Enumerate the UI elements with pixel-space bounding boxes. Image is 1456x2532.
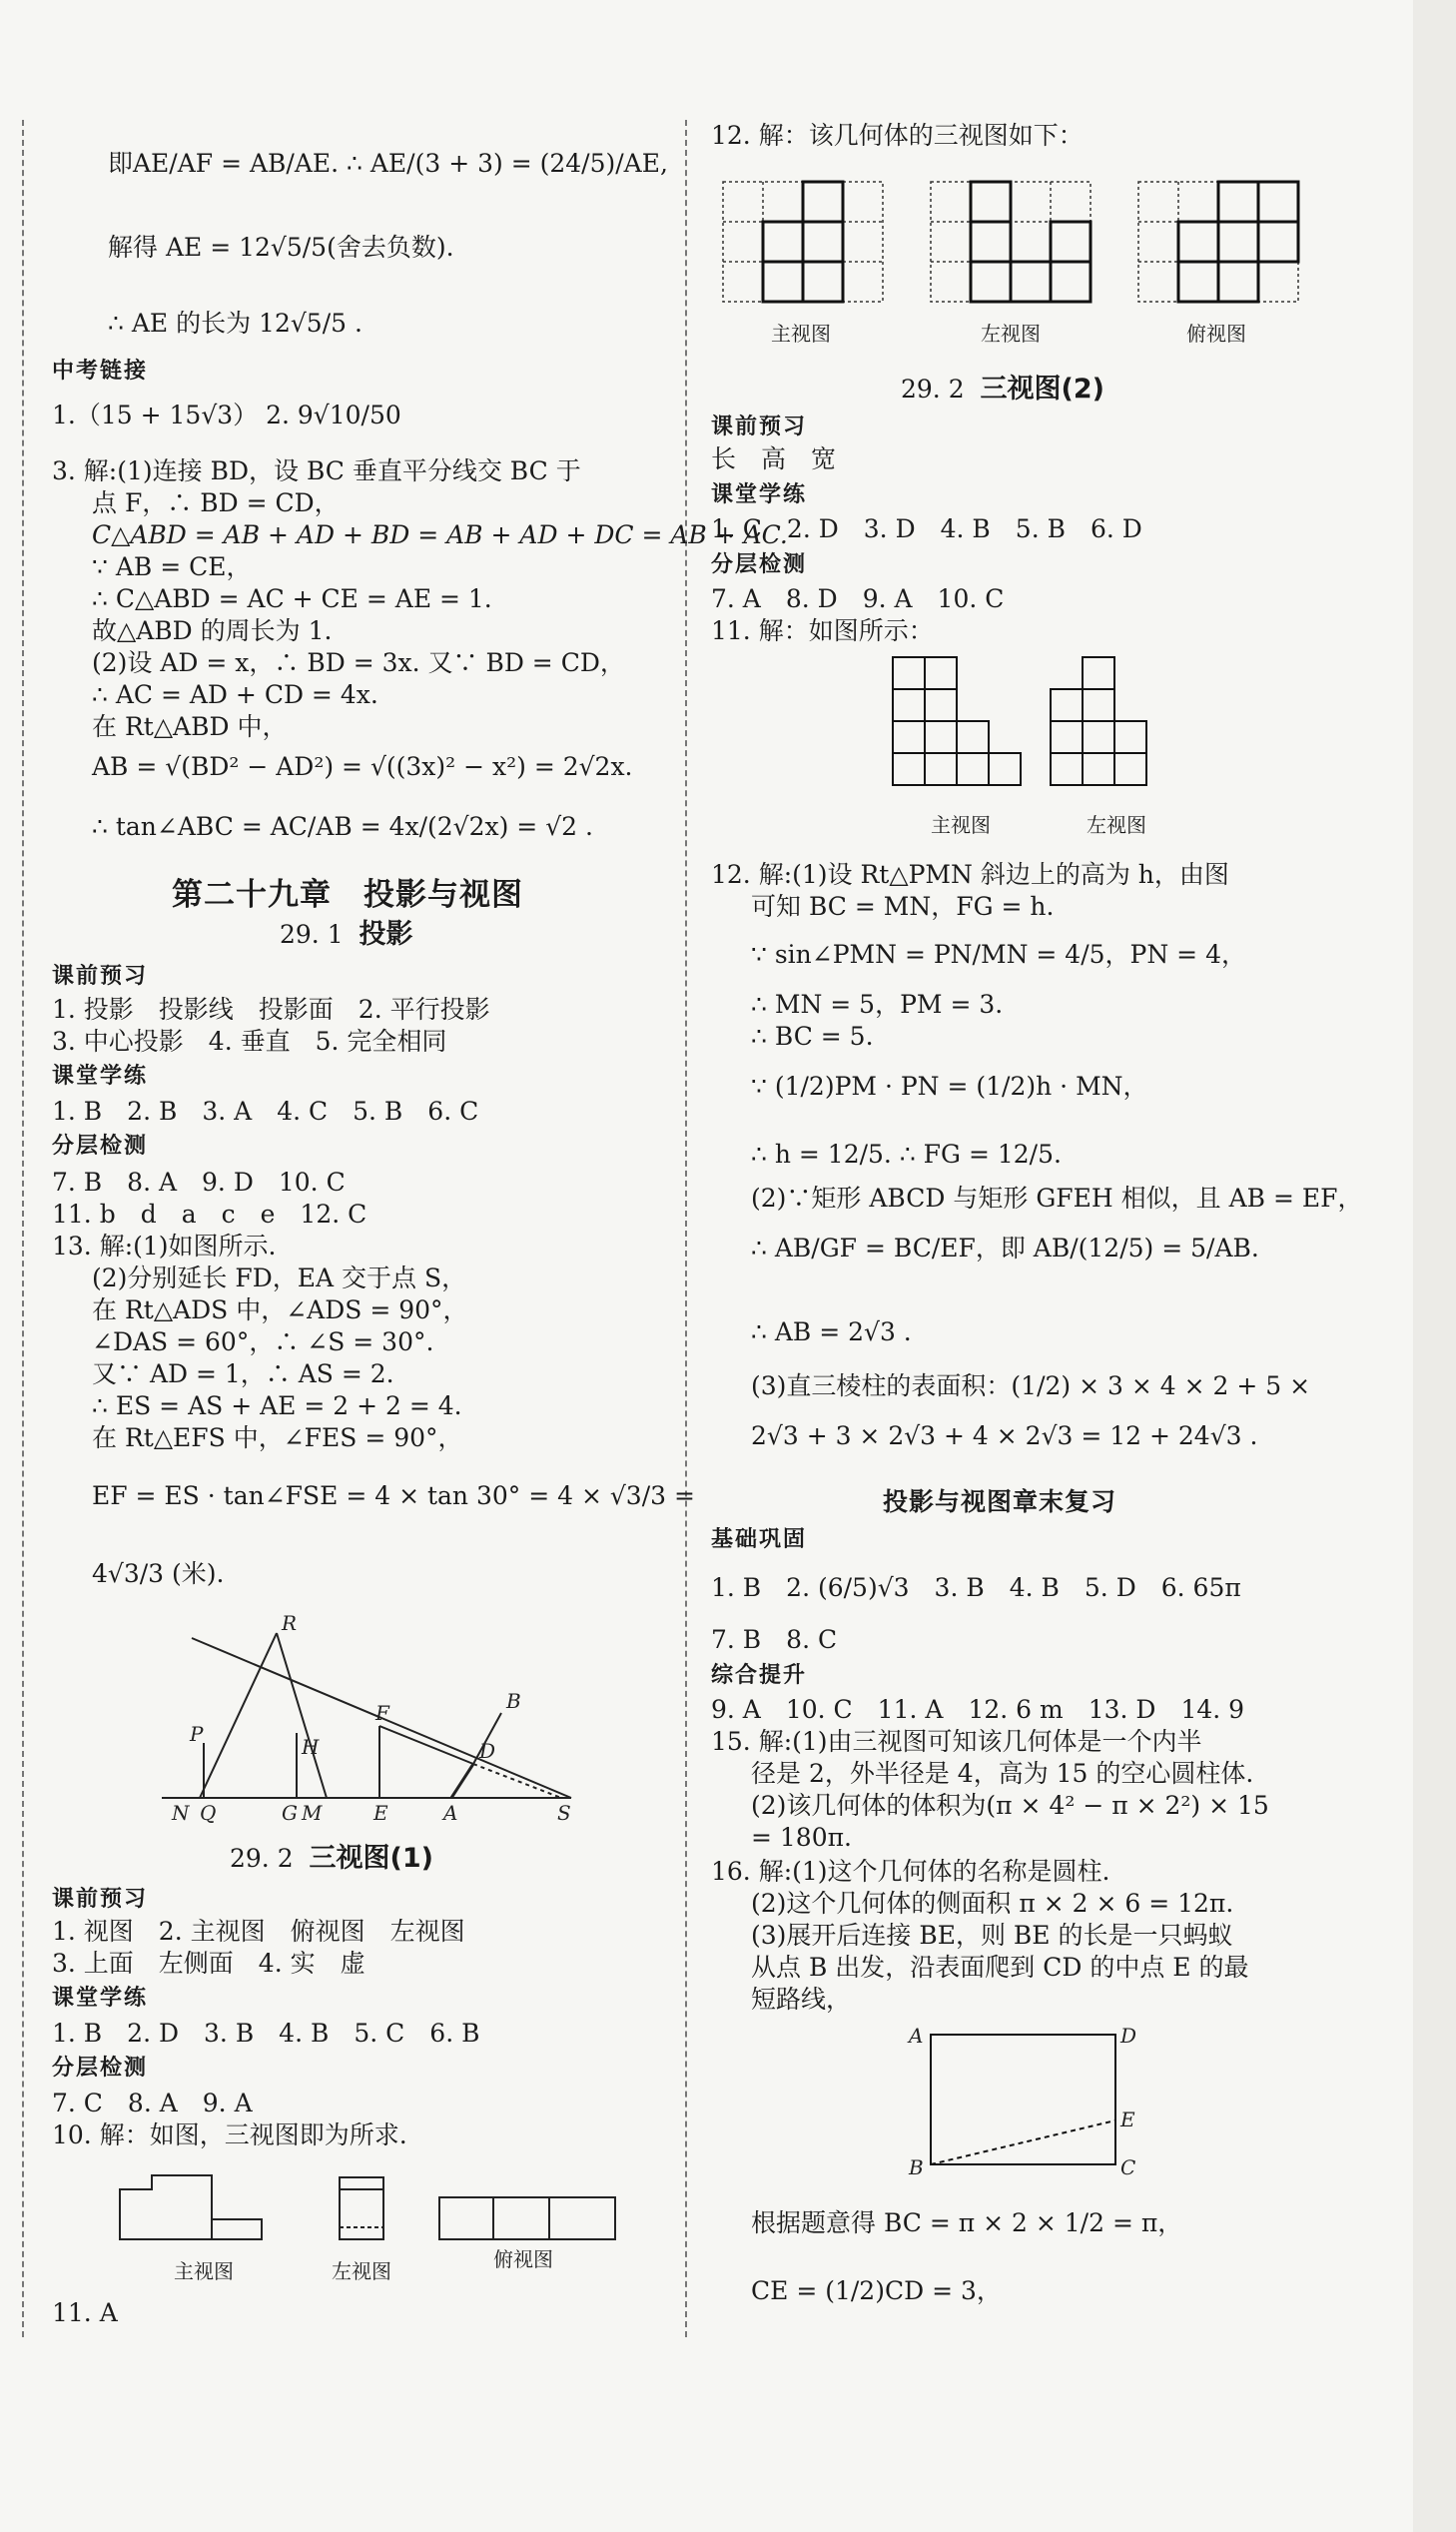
projection-diagram (152, 1608, 611, 1828)
text-line: 解得 AE = 12√5/5(舍去负数). (108, 233, 454, 262)
label-C: C (1120, 2155, 1136, 2179)
text-line: 又∵ AD = 1，∴ AS = 2. (92, 1359, 394, 1388)
section-heading: 课堂学练 (711, 482, 808, 507)
text-line: 13. 解:(1)如图所示. (52, 1232, 277, 1261)
label-N: N (172, 1801, 190, 1825)
section-name: 三视图(1) (309, 1843, 433, 1874)
section-name: 投影 (359, 919, 413, 950)
projection-figure (152, 1608, 611, 1828)
rectangle-ABCD (931, 2035, 1115, 2164)
text-line: (2)该几何体的体积为(π × 4² − π × 2²) × 15 (751, 1791, 1269, 1820)
unrolled-cylinder-figure (901, 2023, 1140, 2182)
left-view-outline (340, 2177, 383, 2239)
text-line: 7. B 8. C (711, 1625, 838, 1654)
text-line: 1.（15 + 15√3） 2. 9√10/50 (52, 401, 401, 429)
section-heading: 课堂学练 (52, 1986, 149, 2011)
section-heading: 基础巩固 (711, 1527, 808, 1552)
text-line: 短路线， (751, 1985, 852, 2014)
text-line: (2)分别延长 FD，EA 交于点 S， (92, 1264, 467, 1292)
section-heading: 分层检测 (711, 552, 808, 577)
section-heading: 课前预习 (52, 964, 149, 989)
text-line: (2)这个几何体的侧面积 π × 2 × 6 = 12π. (751, 1889, 1234, 1918)
label-B: B (506, 1689, 521, 1713)
left-view-shape (971, 182, 1091, 302)
text-line: ∴ h = 12/5. ∴ FG = 12/5. (751, 1140, 1062, 1169)
label-Q: Q (200, 1801, 217, 1825)
extension-DS (473, 1764, 561, 1798)
label-E: E (1120, 2108, 1135, 2131)
text-line: ∠DAS = 60°，∴ ∠S = 30°. (92, 1327, 434, 1356)
text-line: 7. A 8. D 9. A 10. C (711, 584, 1005, 613)
text-line: ∴ AC = AD + CD = 4x. (92, 680, 378, 709)
text-line: (3)展开后连接 BE，则 BE 的长是一只蚂蚁 (751, 1921, 1233, 1950)
caption-left-view: 左视图 (332, 2259, 391, 2283)
text-line: 7. C 8. A 9. A (52, 2089, 253, 2117)
text-line: 3. 解:(1)连接 BD，设 BC 垂直平分线交 BC 于 (52, 456, 581, 485)
text-line: 点 F，∴ BD = CD， (92, 488, 340, 517)
section-heading: 中考链接 (52, 359, 149, 384)
unrolled-cylinder-diagram (901, 2023, 1140, 2182)
section-number: 29. 1 (280, 920, 344, 949)
three-views-q10-diagram (112, 2167, 671, 2247)
text-line: AB = √(BD² − AD²) = √((3x)² − x²) = 2√2x. (92, 752, 633, 781)
text-line: 可知 BC = MN，FG = h. (751, 892, 1055, 921)
text-line: 在 Rt△ABD 中， (92, 712, 288, 741)
text-line: (3)直三棱柱的表面积：(1/2) × 3 × 4 × 2 + 5 × (751, 1371, 1311, 1400)
text-line: 1. B 2. (6/5)√3 3. B 4. B 5. D 6. 65π (711, 1573, 1241, 1602)
section-number: 29. 2 (230, 1844, 294, 1873)
text-line: CE = (1/2)CD = 3， (751, 2276, 1002, 2305)
text-line: EF = ES · tan∠FSE = 4 × tan 30° = 4 × √3/3 = (92, 1481, 695, 1510)
path-BE (931, 2120, 1115, 2164)
caption-left-view: 左视图 (1087, 813, 1146, 837)
caption-top-view: 俯视图 (493, 2247, 553, 2271)
text-line: 16. 解:(1)这个几何体的名称是圆柱. (711, 1857, 1110, 1886)
chapter-title: 第二十九章 投影与视图 (172, 877, 523, 913)
section-heading: 课前预习 (52, 1887, 149, 1912)
label-R: R (282, 1611, 298, 1635)
label-S: S (557, 1801, 571, 1825)
top-view-shape (1178, 182, 1298, 302)
section-heading: 课前预习 (711, 415, 808, 439)
text-line: 从点 B 出发，沿表面爬到 CD 的中点 E 的最 (751, 1953, 1249, 1982)
top-view-outline (439, 2197, 615, 2239)
text-line: ∵ (1/2)PM · PN = (1/2)h · MN， (751, 1072, 1148, 1101)
text-line: 故△ABD 的周长为 1. (92, 616, 333, 645)
text-line: 10. 解：如图，三视图即为所求. (52, 2120, 407, 2149)
text-line: ∵ sin∠PMN = PN/MN = 4/5，PN = 4， (751, 940, 1246, 969)
text-line: 7. B 8. A 9. D 10. C (52, 1168, 346, 1197)
label-A: A (909, 2024, 924, 2048)
text-line: 即AE/AF = AB/AE. ∴ AE/(3 + 3) = (24/5)/AE, (108, 149, 668, 178)
caption-main-view: 主视图 (931, 813, 991, 837)
text-line: 4√3/3 (米). (92, 1559, 225, 1588)
text-line: 径是 2，外半径是 4，高为 15 的空心圆柱体. (751, 1759, 1254, 1788)
label-H: H (302, 1735, 320, 1759)
text-line: 1. 投影 投影线 投影面 2. 平行投影 (52, 995, 490, 1024)
column-divider-dashed-line (685, 120, 687, 2337)
text-line: ∴ AB/GF = BC/EF，即 AB/(12/5) = 5/AB. (751, 1234, 1259, 1263)
section-number: 29. 2 (901, 375, 965, 404)
text-line: ∴ ES = AS + AE = 2 + 2 = 4. (92, 1391, 462, 1420)
text-line: 根据题意得 BC = π × 2 × 1/2 = π， (751, 2208, 1183, 2237)
text-line: 2√3 + 3 × 2√3 + 4 × 2√3 = 12 + 24√3 . (751, 1421, 1258, 1450)
text-line: 11. b d a c e 12. C (52, 1200, 367, 1229)
caption-main-view: 主视图 (174, 2259, 234, 2283)
text-line: ∴ AE 的长为 12√5/5 . (108, 309, 363, 338)
text-line: ∴ C△ABD = AC + CE = AE = 1. (92, 584, 492, 613)
text-line: 11. A (52, 2298, 118, 2327)
text-line: 1. C 2. D 3. D 4. B 5. B 6. D (711, 514, 1142, 543)
caption-main-view: 主视图 (771, 322, 831, 346)
text-line: 1. B 2. B 3. A 4. C 5. B 6. C (52, 1097, 479, 1126)
block-views-q11 (891, 655, 1180, 837)
caption-top-view: 俯视图 (1186, 322, 1246, 346)
text-line: ∴ AB = 2√3 . (751, 1317, 912, 1346)
page-edge-shadow (1413, 0, 1456, 2532)
text-line: = 180π. (751, 1823, 852, 1852)
label-A: A (443, 1801, 458, 1825)
label-D: D (1120, 2024, 1137, 2048)
three-views-q10 (112, 2167, 671, 2283)
text-line: 11. 解：如图所示： (711, 616, 934, 645)
segment-FD (379, 1726, 473, 1764)
text-line: 15. 解:(1)由三视图可知该几何体是一个内半 (711, 1727, 1202, 1756)
text-line: 1. B 2. D 3. B 4. B 5. C 6. B (52, 2019, 480, 2048)
label-B: B (909, 2155, 924, 2179)
section-heading: 综合提升 (711, 1663, 808, 1688)
section-heading: 分层检测 (52, 1134, 149, 1159)
label-M: M (302, 1801, 323, 1825)
text-line: (2)设 AD = x，∴ BD = 3x. 又∵ BD = CD， (92, 648, 625, 677)
section-heading: 分层检测 (52, 2056, 149, 2081)
label-G: G (282, 1801, 298, 1825)
section-title (280, 919, 413, 951)
text-line: (2)∵矩形 ABCD 与矩形 GFEH 相似，且 AB = EF， (751, 1184, 1363, 1213)
main-view-outline (120, 2175, 262, 2239)
text-line: 3. 中心投影 4. 垂直 5. 完全相同 (52, 1027, 447, 1056)
text-line: C△ABD = AB + AD + BD = AB + AD + DC = AB + AC. (92, 520, 788, 549)
section-title (901, 374, 1104, 406)
left-margin-dashed-line (22, 120, 24, 2337)
section-heading: 课堂学练 (52, 1064, 149, 1089)
section-title (230, 1843, 433, 1875)
label-P: P (190, 1722, 204, 1746)
text-line: 12. 解:(1)设 Rt△PMN 斜边上的高为 h，由图 (711, 860, 1229, 889)
text-line: 在 Rt△EFS 中，∠FES = 90°， (92, 1423, 463, 1452)
text-line: 9. A 10. C 11. A 12. 6 m 13. D 14. 9 (711, 1695, 1245, 1724)
text-line: ∴ BC = 5. (751, 1022, 874, 1051)
text-line: 3. 上面 左侧面 4. 实 虚 (52, 1949, 365, 1978)
text-line: ∴ MN = 5，PM = 3. (751, 990, 1004, 1019)
section-name: 三视图(2) (980, 374, 1104, 405)
text-line: 1. 视图 2. 主视图 俯视图 左视图 (52, 1917, 465, 1946)
review-title: 投影与视图章末复习 (883, 1487, 1117, 1516)
text-line: ∴ tan∠ABC = AC/AB = 4x/(2√2x) = √2 . (92, 812, 593, 841)
text-line: 12. 解：该几何体的三视图如下： (711, 121, 1084, 150)
label-E: E (373, 1801, 388, 1825)
three-views-q12-diagram (721, 180, 1340, 310)
light-ray (277, 1633, 327, 1798)
block-views-q11-diagram (891, 655, 1180, 805)
label-D: D (479, 1739, 496, 1763)
text-line: ∵ AB = CE， (92, 552, 252, 581)
segment-AD (451, 1764, 473, 1798)
text-line: 在 Rt△ADS 中，∠ADS = 90°， (92, 1295, 468, 1324)
caption-left-view: 左视图 (981, 322, 1041, 346)
label-F: F (375, 1701, 389, 1725)
text-line: 长 高 宽 (711, 444, 837, 473)
three-views-q12 (721, 180, 1340, 346)
